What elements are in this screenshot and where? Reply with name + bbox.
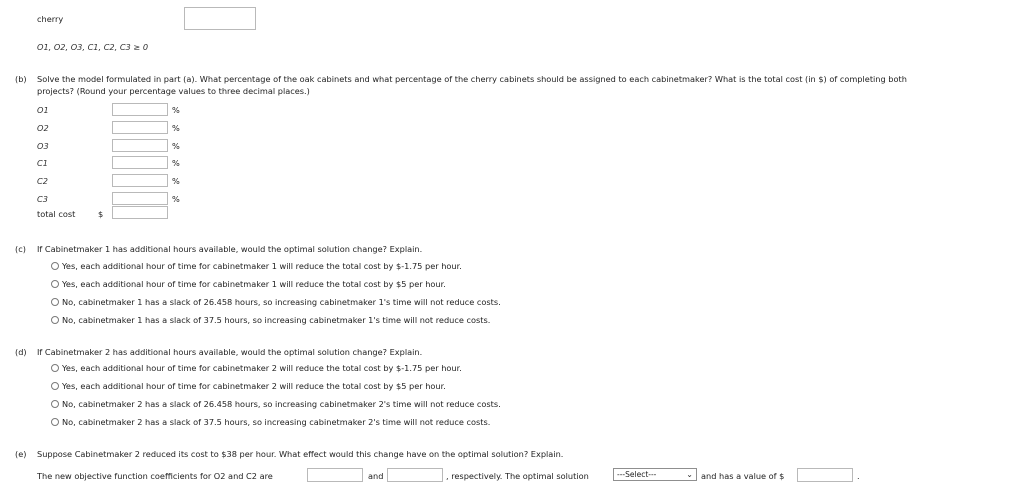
- part-d-option-4-radio[interactable]: [51, 418, 59, 426]
- c1-input[interactable]: [112, 156, 168, 169]
- part-d-option-1-radio[interactable]: [51, 364, 59, 372]
- part-c-option-1-radio[interactable]: [51, 262, 59, 270]
- total-cost-currency: $: [98, 209, 104, 219]
- o2-coefficient-input[interactable]: [307, 468, 363, 482]
- o3-unit: %: [172, 141, 180, 151]
- o2-unit: %: [172, 123, 180, 133]
- nonnegativity-constraint: O1, O2, O3, C1, C2, C3 ≥ 0: [37, 42, 149, 52]
- row-label-o3: O3: [37, 141, 49, 151]
- part-d-option-2-radio[interactable]: [51, 382, 59, 390]
- row-label-o2: O2: [37, 123, 49, 133]
- row-label-c2: C2: [37, 176, 48, 186]
- chevron-down-icon: ⌄: [686, 470, 693, 479]
- o3-input[interactable]: [112, 139, 168, 152]
- part-e-sentence-start: The new objective function coefficients for O2 and C2 are: [37, 471, 273, 481]
- c2-unit: %: [172, 176, 180, 186]
- c3-unit: %: [172, 194, 180, 204]
- part-c-question: If Cabinetmaker 1 has additional hours available, would the optimal solution change? Explain.: [37, 244, 423, 254]
- part-d-option-3-text: No, cabinetmaker 2 has a slack of 26.458 hours, so increasing cabinetmaker 2's time will not reduce costs.: [62, 399, 501, 409]
- select-value: ---Select---: [617, 470, 657, 479]
- part-d-option-4-text: No, cabinetmaker 2 has a slack of 37.5 hours, so increasing cabinetmaker 2's time will not reduce costs.: [62, 417, 491, 427]
- part-e-respectively: , respectively. The optimal solution: [446, 471, 589, 481]
- part-c-letter: (c): [15, 244, 26, 254]
- part-c-option-3-radio[interactable]: [51, 298, 59, 306]
- part-e-question: Suppose Cabinetmaker 2 reduced its cost to $38 per hour. What effect would this change have on the optimal solution? Explain.: [37, 449, 564, 459]
- part-e-value-text: and has a value of $: [701, 471, 785, 481]
- part-c-option-2-text: Yes, each additional hour of time for cabinetmaker 1 will reduce the total cost by $5 per hour.: [62, 279, 446, 289]
- cherry-row-label: cherry: [37, 14, 64, 24]
- optimal-solution-select[interactable]: [613, 468, 697, 481]
- row-label-c1: C1: [37, 158, 48, 168]
- o1-input[interactable]: [112, 103, 168, 116]
- c2-coefficient-input[interactable]: [387, 468, 443, 482]
- c1-unit: %: [172, 158, 180, 168]
- part-e-and: and: [368, 471, 384, 481]
- total-cost-label: total cost: [37, 209, 76, 219]
- o1-unit: %: [172, 105, 180, 115]
- part-e-letter: (e): [15, 449, 27, 459]
- part-b-question-line2: projects? (Round your percentage values to three decimal places.): [37, 86, 310, 96]
- cherry-input[interactable]: [184, 7, 256, 30]
- part-b-letter: (b): [15, 74, 27, 84]
- part-d-question: If Cabinetmaker 2 has additional hours available, would the optimal solution change? Explain.: [37, 347, 423, 357]
- part-c-option-4-text: No, cabinetmaker 1 has a slack of 37.5 hours, so increasing cabinetmaker 1's time will not reduce costs.: [62, 315, 491, 325]
- part-d-option-3-radio[interactable]: [51, 400, 59, 408]
- row-label-o1: O1: [37, 105, 49, 115]
- part-e-end-period: .: [857, 471, 860, 481]
- o2-input[interactable]: [112, 121, 168, 134]
- part-d-option-2-text: Yes, each additional hour of time for cabinetmaker 2 will reduce the total cost by $5 per hour.: [62, 381, 446, 391]
- part-c-option-3-text: No, cabinetmaker 1 has a slack of 26.458 hours, so increasing cabinetmaker 1's time will not reduce costs.: [62, 297, 501, 307]
- part-d-letter: (d): [15, 347, 27, 357]
- part-c-option-4-radio[interactable]: [51, 316, 59, 324]
- part-c-option-2-radio[interactable]: [51, 280, 59, 288]
- part-c-option-1-text: Yes, each additional hour of time for cabinetmaker 1 will reduce the total cost by $-1.75 per hour.: [62, 261, 462, 271]
- total-cost-input[interactable]: [112, 206, 168, 219]
- row-label-c3: C3: [37, 194, 48, 204]
- part-d-option-1-text: Yes, each additional hour of time for cabinetmaker 2 will reduce the total cost by $-1.75 per hour.: [62, 363, 462, 373]
- optimal-value-input[interactable]: [797, 468, 853, 482]
- part-b-question-line1: Solve the model formulated in part (a). What percentage of the oak cabinets and what percentage of the cherry cabinets should be assigned to each cabinetmaker? What is the total cost (in $) of completing both: [37, 74, 907, 84]
- c3-input[interactable]: [112, 192, 168, 205]
- c2-input[interactable]: [112, 174, 168, 187]
